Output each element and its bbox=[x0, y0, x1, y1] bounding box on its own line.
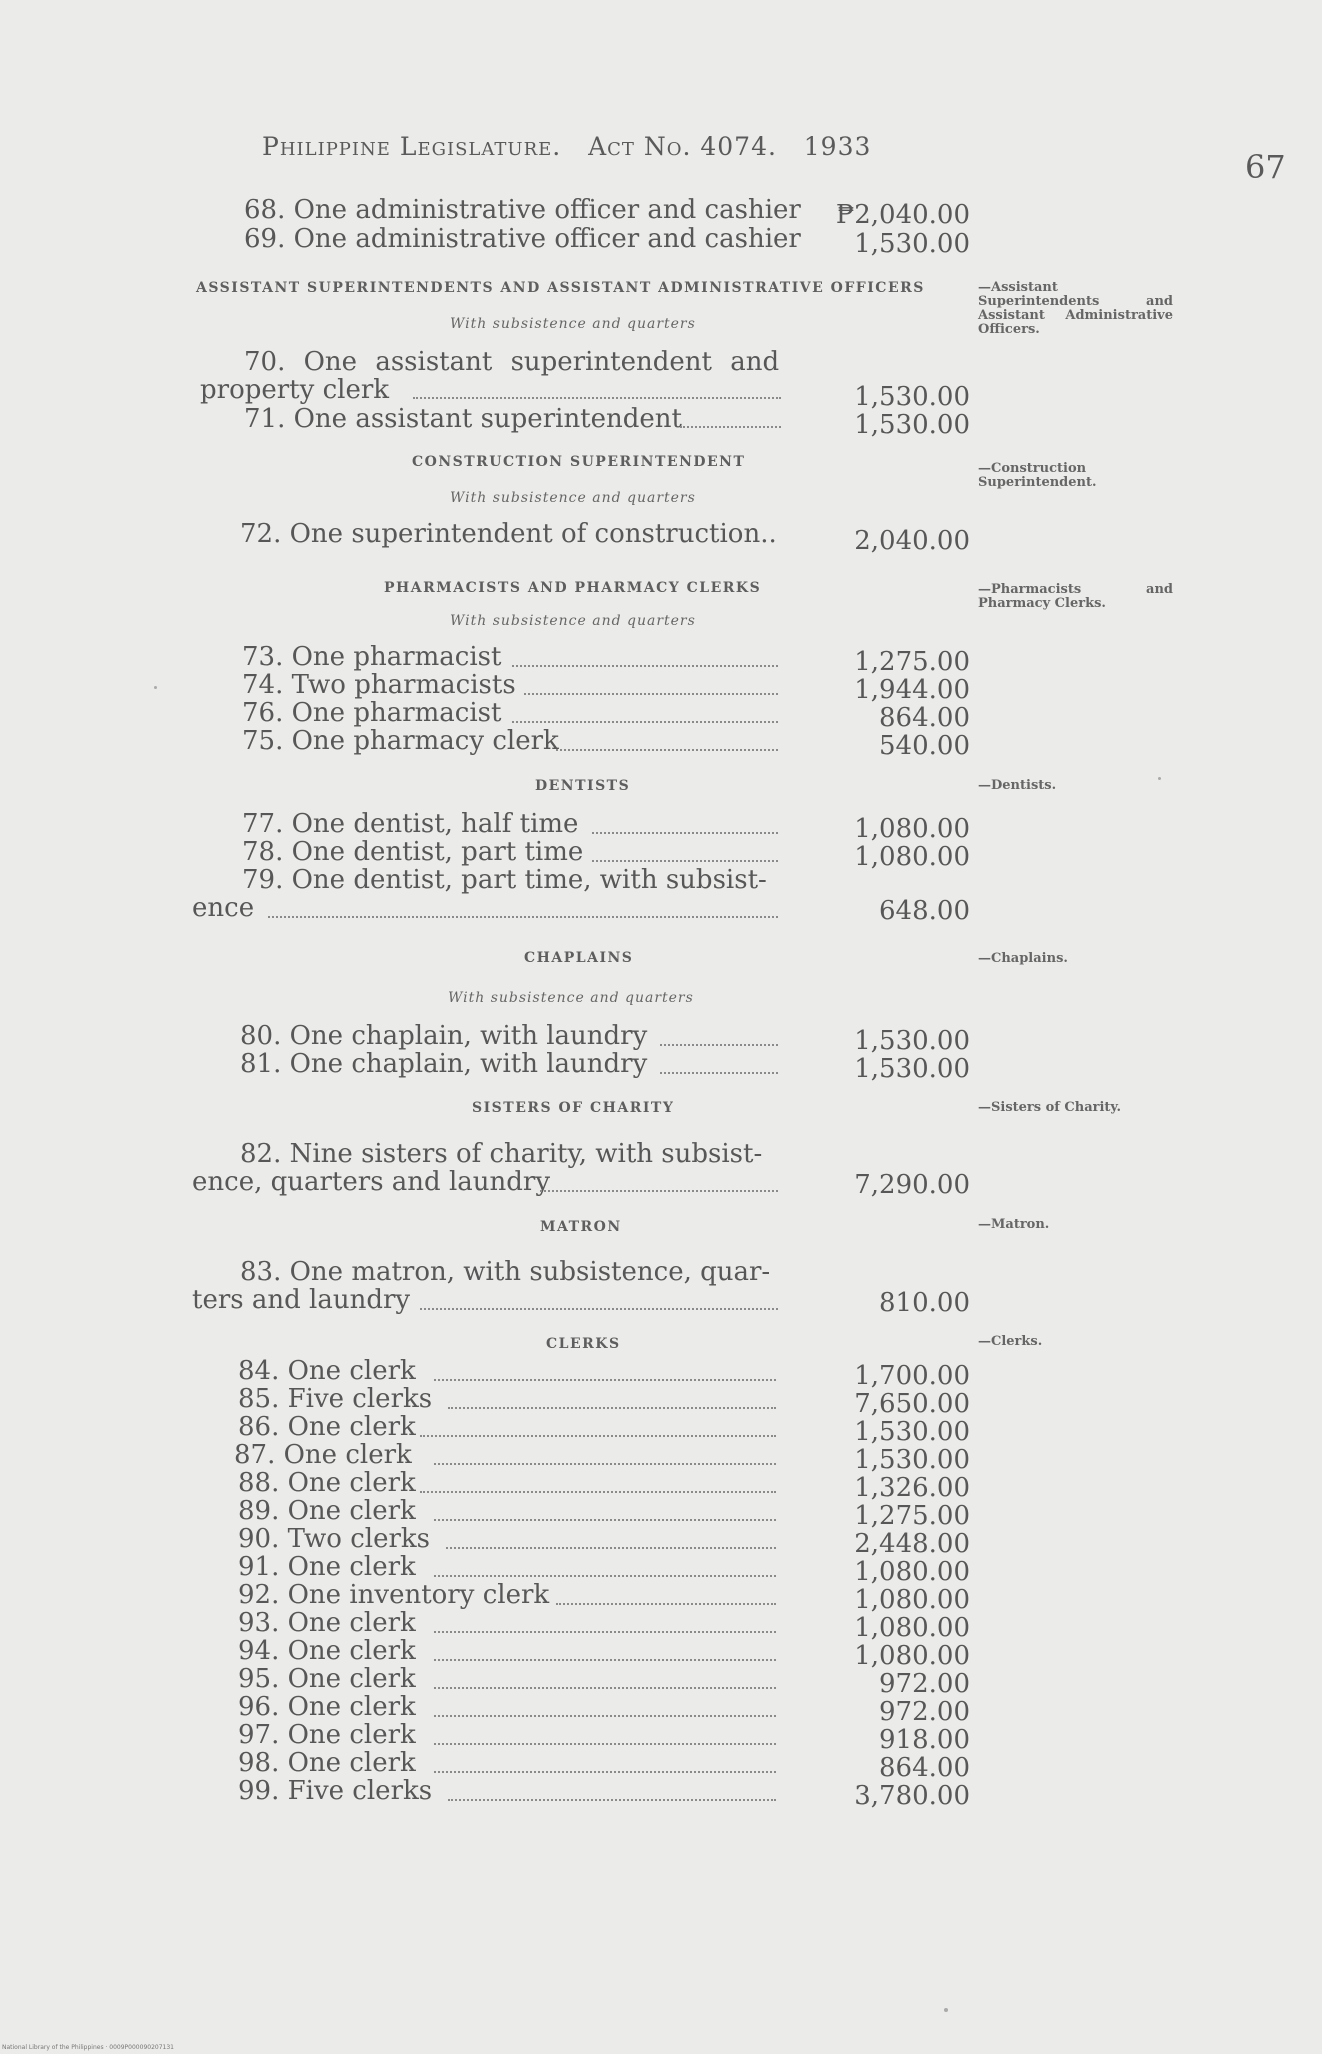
amount: 2,040.00 bbox=[854, 526, 970, 556]
section-heading: MATRON bbox=[540, 1219, 622, 1235]
dot-leader bbox=[556, 749, 778, 751]
amount: 1,944.00 bbox=[854, 675, 970, 705]
dot-leader bbox=[592, 860, 778, 862]
amount: 1,530.00 bbox=[854, 1054, 970, 1084]
amount: 1,530.00 bbox=[854, 410, 970, 440]
dot-leader bbox=[434, 1771, 776, 1773]
amount: 7,290.00 bbox=[854, 1170, 970, 1200]
running-head bbox=[262, 132, 871, 161]
dot-leader bbox=[434, 1743, 776, 1745]
amount: 1,080.00 bbox=[854, 1641, 970, 1671]
margin-note: —Matron. bbox=[978, 1217, 1050, 1232]
section-heading: CHAPLAINS bbox=[524, 950, 634, 966]
section-subheading: With subsistence and quarters bbox=[450, 613, 696, 629]
section-heading: CLERKS bbox=[546, 1336, 621, 1352]
amount: 2,448.00 bbox=[854, 1529, 970, 1559]
margin-note: —Pharmacists and Pharmacy Clerks. bbox=[978, 582, 1173, 611]
section-heading: PHARMACISTS AND PHARMACY CLERKS bbox=[384, 580, 762, 596]
dot-leader bbox=[540, 1190, 778, 1192]
amount: 1,700.00 bbox=[854, 1361, 970, 1391]
amount: 1,530.00 bbox=[854, 1417, 970, 1447]
margin-note: —Assistant Superintendents and Assistant Administrative Officers. bbox=[978, 280, 1173, 337]
amount: 7,650.00 bbox=[854, 1389, 970, 1419]
paper-speck bbox=[1158, 777, 1161, 780]
legislature-title: Philippine Legislature. bbox=[262, 132, 562, 161]
dot-leader bbox=[434, 1519, 776, 1521]
document-page: Philippine Legislature. Act No. 4074. 1933 67 68. One administrative officer and cashier ₱2,040.00 69. One administrative officer and cashier 1,530.00 ASSISTANT SUPERINTENDENTS AND ASSISTANT ADMINISTRATIVE OFFICERS With subsistence and quarters —Assistant Superintendents and Assistant Administrative Officers. 70. One assistant superintendent and property clerk 1,530.00 71. One assistant superintendent 1,530.00 CONSTRUCTION SUPERINTENDENT With subsistence and quarters —Construction Superintendent. 72. One superintendent of construction.. 2,040.00 PHARMACISTS AND PHARMACY CLERKS With subsistence and quarters —Pharmacists and Pharmacy Clerks. 73. One pharmacist 1,275.00 74. Two pharmacists 1,944.00 76. One pharmacist 864.00 75. One pharmacy clerk 540.00 DENTISTS —Dentists. 77. One dentist, half time 1,080.00 78. One dentist, part time 1,080.00 79. One dentist, part time, with subsist- ence 648.00 CHAPLAINS With subsistence and quarters —Chaplains. 80. One chaplain, with laundry 1,530.00 81. One chaplain, with laundry 1,530.00 SISTERS OF CHARITY —Sisters of Charity. 82. Nine sisters of charity, with subsist- ence, quarters and laundry 7,290.00 MATRON —Matron. 83. One matron, with subsistence, quar- ters and laundry 810.00 CLERKS —Clerks. 84. One clerk 1,700.00 85. Five clerks 7,650.00 86. One clerk 1,530.00 87. One clerk 1,530.00 88. One clerk 1,326.00 89. One clerk 1,275.00 90. Two clerks 2,448.00 91. One clerk 1,080.00 92. One inventory clerk 1,080.00 93. One clerk 1,080.00 94. One clerk 1,080.00 95. One clerk 972.00 96. One clerk 972.00 97. One clerk 918.00 98. One clerk 864.00 99. Five clerks 3,780.00 National Library of the Philippines · 0009P000090207131 bbox=[2, 132, 1286, 2051]
amount: 1,080.00 bbox=[854, 1613, 970, 1643]
amount: 3,780.00 bbox=[854, 1781, 970, 1811]
dot-leader bbox=[413, 397, 781, 399]
dot-leader bbox=[420, 1435, 776, 1437]
amount: 918.00 bbox=[879, 1725, 970, 1755]
amount: 540.00 bbox=[879, 731, 970, 761]
dot-leader bbox=[434, 1715, 776, 1717]
dot-leader bbox=[268, 916, 778, 918]
amount: ₱2,040.00 bbox=[835, 200, 970, 230]
dot-leader bbox=[434, 1379, 776, 1381]
dot-leader bbox=[434, 1463, 776, 1465]
section-heading: ASSISTANT SUPERINTENDENTS AND ASSISTANT ADMINISTRATIVE OFFICERS bbox=[196, 280, 925, 296]
margin-note: —Dentists. bbox=[978, 778, 1057, 793]
section-subheading: With subsistence and quarters bbox=[448, 990, 694, 1006]
dot-leader bbox=[680, 426, 781, 428]
section-subheading: With subsistence and quarters bbox=[450, 316, 696, 332]
act-number: Act No. 4074. bbox=[588, 132, 777, 161]
section-heading: SISTERS OF CHARITY bbox=[472, 1100, 675, 1116]
page-number: 67 bbox=[1245, 148, 1286, 186]
margin-note: —Clerks. bbox=[978, 1334, 1043, 1349]
amount: 1,080.00 bbox=[854, 814, 970, 844]
dot-leader bbox=[660, 1072, 778, 1074]
amount: 1,275.00 bbox=[854, 647, 970, 677]
dot-leader bbox=[448, 1407, 776, 1409]
amount: 1,530.00 bbox=[854, 1445, 970, 1475]
amount: 972.00 bbox=[879, 1669, 970, 1699]
amount: 1,530.00 bbox=[854, 1026, 970, 1056]
amount: 864.00 bbox=[879, 703, 970, 733]
amount: 1,530.00 bbox=[854, 229, 970, 259]
amount: 1,080.00 bbox=[854, 842, 970, 872]
dot-leader bbox=[434, 1575, 776, 1577]
amount: 972.00 bbox=[879, 1697, 970, 1727]
section-subheading: With subsistence and quarters bbox=[450, 490, 696, 506]
margin-note: —Construction Superintendent. bbox=[978, 461, 1097, 490]
dot-leader bbox=[524, 693, 778, 695]
dot-leader bbox=[420, 1491, 776, 1493]
dot-leader bbox=[434, 1659, 776, 1661]
dot-leader bbox=[660, 1044, 778, 1046]
dot-leader bbox=[592, 832, 778, 834]
scan-footer: National Library of the Philippines · 0009P000090207131 bbox=[2, 2044, 174, 2051]
amount: 864.00 bbox=[879, 1753, 970, 1783]
paper-speck bbox=[944, 2008, 948, 2012]
amount: 1,326.00 bbox=[854, 1473, 970, 1503]
amount: 648.00 bbox=[879, 896, 970, 926]
section-heading: CONSTRUCTION SUPERINTENDENT bbox=[412, 454, 746, 470]
dot-leader bbox=[448, 1799, 776, 1801]
paper-speck bbox=[154, 686, 157, 689]
margin-note: —Sisters of Charity. bbox=[978, 1100, 1122, 1115]
amount: 1,080.00 bbox=[854, 1585, 970, 1615]
section-heading: DENTISTS bbox=[535, 778, 631, 794]
amount: 1,275.00 bbox=[854, 1501, 970, 1531]
amount: 810.00 bbox=[879, 1288, 970, 1318]
dot-leader bbox=[446, 1547, 776, 1549]
dot-leader bbox=[434, 1631, 776, 1633]
dot-leader bbox=[434, 1687, 776, 1689]
margin-note: —Chaplains. bbox=[978, 951, 1068, 966]
amount: 1,080.00 bbox=[854, 1557, 970, 1587]
dot-leader bbox=[556, 1603, 776, 1605]
amount: 1,530.00 bbox=[854, 382, 970, 412]
dot-leader bbox=[512, 665, 778, 667]
dot-leader bbox=[420, 1308, 778, 1310]
act-year: 1933 bbox=[803, 132, 872, 161]
dot-leader bbox=[512, 721, 778, 723]
